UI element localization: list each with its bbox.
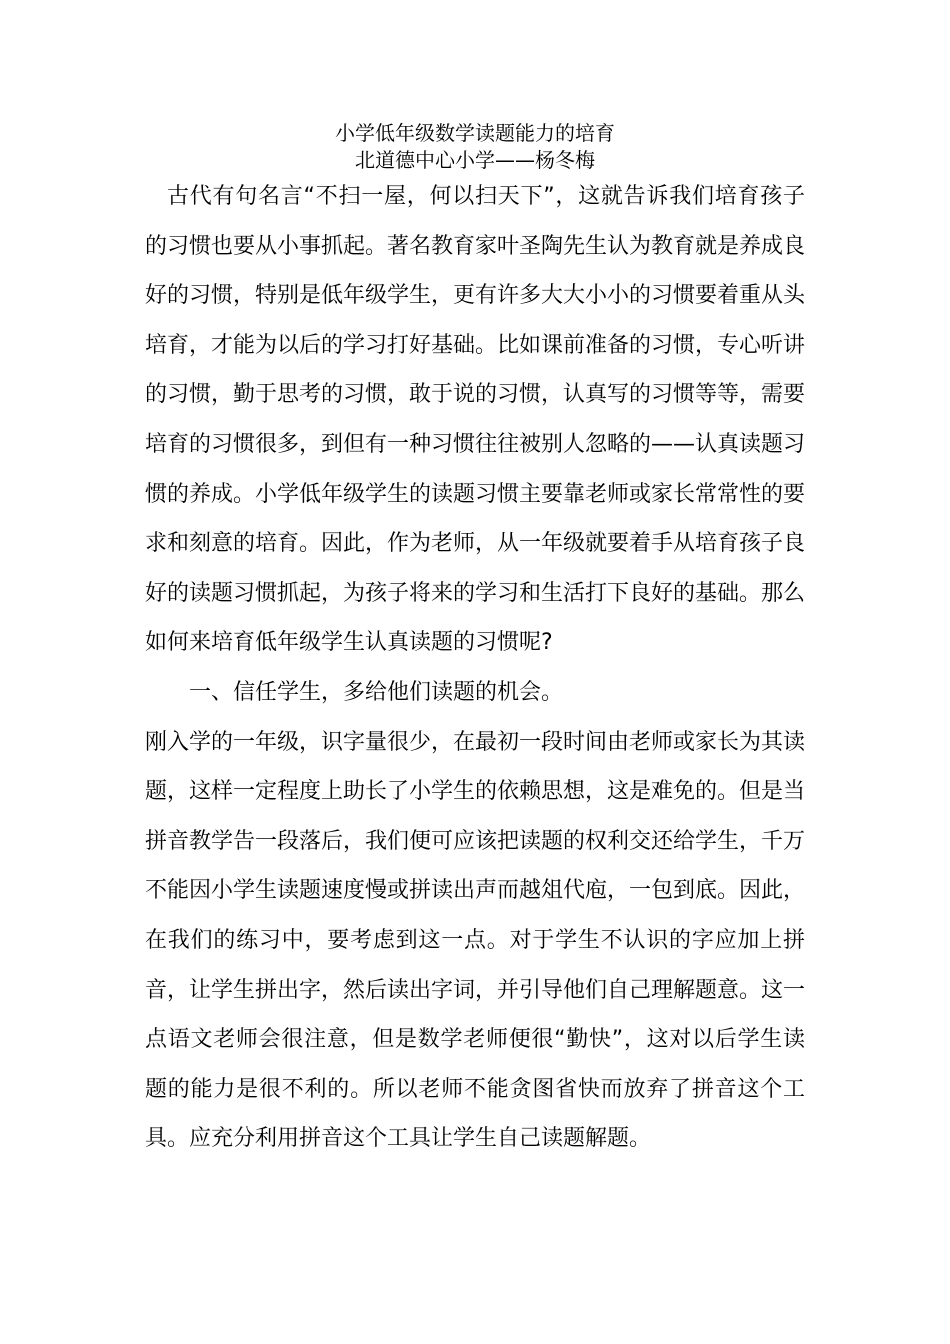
title-block [145,120,805,174]
author-line: 北道德中心小学——杨冬梅 [355,148,595,172]
paragraph-section-1: 刚入学的一年级，识字量很少，在最初一段时间由老师或家长为其读题，这样一定程度上助长了小学生的依赖思想，这是难免的。但是当拼音教学告一段落后，我们便可应该把读题的权利交还给学生，千万不能因小学生读题速度慢或拼读出声而越俎代庖，一包到底。因此，在我们的练习中，要考虑到这一点。对于学生不认识的字应加上拼音，让学生拼出字，然后读出字词，并引导他们自己理解题意。这一点语文老师会很注意，但是数学老师便很“勤快”，这对以后学生读题的能力是很不利的。所以老师不能贪图省快而放弃了拼音这个工具。应充分利用拼音这个工具让学生自己读题解题。 [145,729,806,1152]
section-heading-1: 一、信任学生，多给他们读题的机会。 [189,679,564,705]
document-body [145,172,805,1164]
paragraph-intro: 古代有句名言“不扫一屋，何以扫天下”，这就告诉我们培育孩子的习惯也要从小事抓起。著名教育家叶圣陶先生认为教育就是养成良好的习惯，特别是低年级学生，更有许多大大小小的习惯要着重从头培育，才能为以后的学习打好基础。比如课前准备的习惯，专心听讲的习惯，勤于思考的习惯，敢于说的习惯，认真写的习惯等等，需要培育的习惯很多，到但有一种习惯往往被别人忽略的——认真读题习惯的养成。小学低年级学生的读题习惯主要靠老师或家长常常性的要求和刻意的培育。因此，作为老师，从一年级就要着手从培育孩子良好的读题习惯抓起，为孩子将来的学习和生活打下良好的基础。那么如何来培育低年级学生认真读题的习惯呢? [145,184,806,656]
document-title: 小学低年级数学读题能力的培育 [335,121,615,145]
